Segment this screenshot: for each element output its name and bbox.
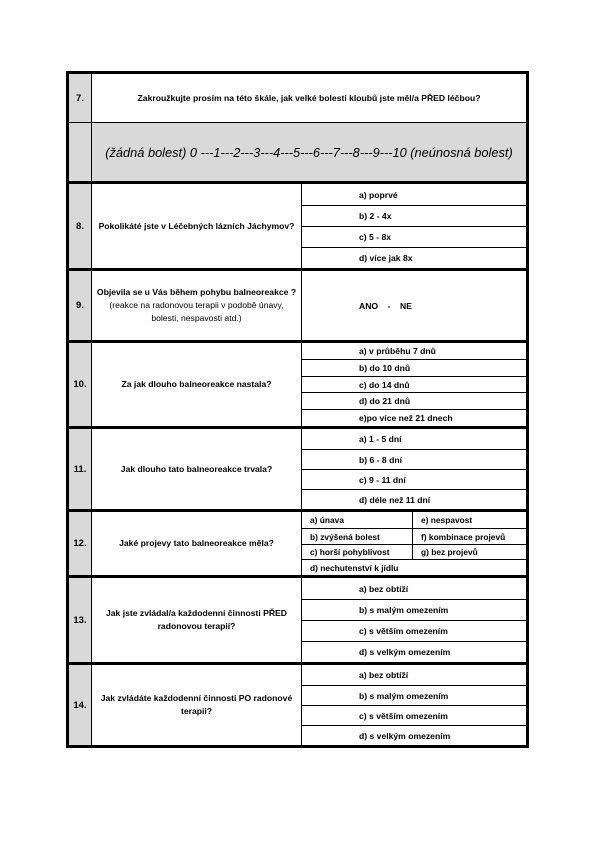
option[interactable]: d) nechutenství k jídlu — [302, 559, 526, 575]
option[interactable]: b) s malým omezením — [302, 599, 526, 620]
option[interactable]: b) 6 - 8 dní — [302, 449, 526, 469]
question-number: 11. — [69, 429, 92, 509]
question-14 — [69, 665, 526, 745]
question-text: Jak dlouho tato balneoreakce trvala? — [120, 463, 273, 474]
option[interactable]: c) 9 - 11 dní — [302, 469, 526, 489]
option[interactable]: a) bez obtíží — [359, 670, 409, 680]
option[interactable]: c) s větším omezením — [302, 620, 526, 641]
option[interactable]: a) 1 - 5 dní — [359, 434, 402, 444]
question-number: 12. — [69, 512, 92, 575]
option[interactable]: a) únava — [310, 515, 344, 525]
question-text: Za jak dlouho balneoreakce nastala? — [121, 379, 272, 389]
answer-options — [301, 184, 526, 268]
yes-no-option[interactable]: ANO - NE — [359, 300, 412, 311]
questionnaire-form — [66, 71, 529, 748]
question-text: Zakroužkujte prosím na této škále, jak velké bolesti kloubů jste měl/a PŘED léčbou? — [137, 92, 481, 103]
option[interactable]: d) s velkým omezením — [302, 725, 526, 745]
question-text — [92, 271, 301, 340]
option[interactable]: d) s velkým omezením — [302, 641, 526, 662]
option[interactable]: d) více jak 8x — [302, 247, 526, 268]
option[interactable]: d) do 21 dnů — [302, 392, 526, 409]
option[interactable]: f) kombinace projevů — [412, 528, 526, 544]
answer-options — [301, 271, 526, 340]
question-number: 8. — [69, 184, 92, 268]
option[interactable]: a) bez obtíží — [359, 583, 409, 594]
option[interactable]: c) do 14 dnů — [302, 376, 526, 392]
question-8 — [69, 184, 526, 268]
question-12 — [69, 512, 526, 575]
question-11 — [69, 429, 526, 509]
question-13 — [69, 578, 526, 662]
question-text: Jak zvládáte každodenní činnosti PO radonové terapii? — [100, 693, 293, 716]
option[interactable]: c) horší pohyblivost — [302, 544, 412, 559]
question-text: Jak jste zvládal/a každodenní činnosti PŘED radonovou terapií? — [105, 608, 287, 631]
pain-scale-row — [69, 123, 526, 181]
option[interactable]: b) 2 - 4x — [302, 205, 526, 226]
answer-options — [301, 578, 526, 662]
question-number: 10. — [69, 343, 92, 426]
option[interactable]: d) déle než 11 dní — [302, 489, 526, 509]
option[interactable]: a) poprvé — [359, 189, 398, 200]
question-text: Pokolikáté jste v Léčebných lázních Jáchymov? — [98, 220, 295, 231]
option[interactable]: c) s větším omezením — [302, 705, 526, 725]
question-number: 14. — [69, 665, 92, 745]
option[interactable]: a) v průběhu 7 dnů — [359, 346, 436, 356]
answer-options — [301, 512, 526, 575]
question-number: 13. — [69, 578, 92, 662]
question-9 — [69, 271, 526, 340]
option[interactable]: c) 5 - 8x — [302, 226, 526, 247]
question-number: 7. — [69, 74, 92, 122]
question-7 — [69, 74, 526, 122]
option[interactable]: b) zvýšená bolest — [302, 528, 412, 544]
question-text-note: (reakce na radonovou terapii v podobě únavy, bolesti, nespavosti atd.) — [109, 300, 284, 323]
pain-scale[interactable]: (žádná bolest) 0 ---1---2---3---4---5---6---7---8---9---10 (neúnosná bolest) — [92, 123, 526, 181]
question-text-bold: Objevila se u Vás během pohybu balneoreakce ? — [96, 287, 297, 297]
option[interactable]: e) nespavost — [412, 512, 526, 528]
answer-options — [301, 429, 526, 509]
answer-options — [301, 343, 526, 426]
option[interactable]: b) s malým omezením — [302, 685, 526, 705]
option[interactable]: b) do 10 dnů — [302, 359, 526, 376]
question-number: 9. — [69, 271, 92, 340]
question-10 — [69, 343, 526, 426]
question-text: Jaké projevy tato balneoreakce měla? — [119, 538, 274, 548]
option[interactable]: g) bez projevů — [412, 544, 526, 559]
option[interactable]: e)po více než 21 dnech — [302, 409, 526, 426]
answer-options — [301, 665, 526, 745]
